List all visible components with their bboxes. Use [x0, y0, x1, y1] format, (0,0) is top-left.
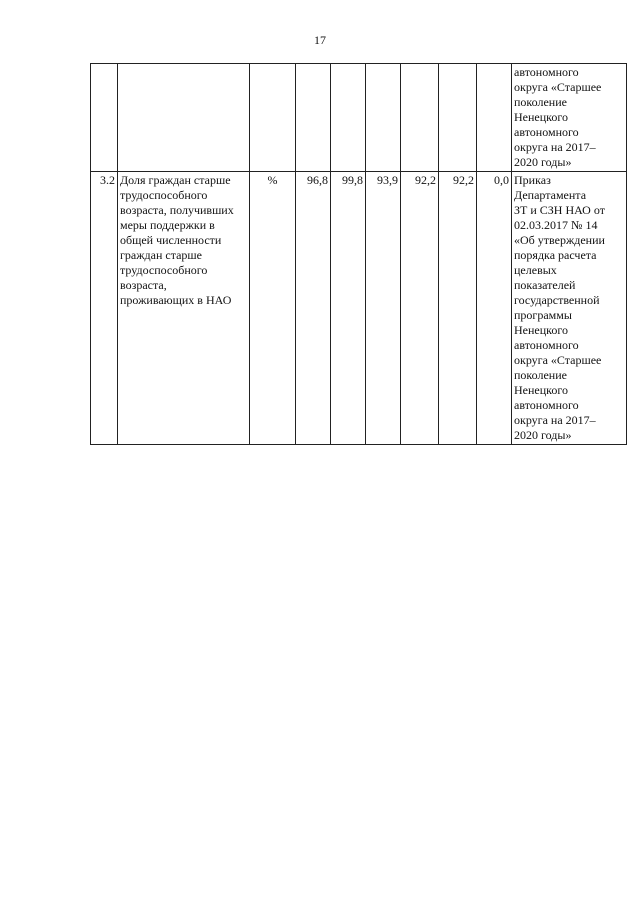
- source-line: 02.03.2017 № 14: [514, 218, 598, 232]
- cell-value-6: 0,0: [477, 172, 512, 445]
- indicators-table: [90, 63, 627, 445]
- name-line: возраста, получивших: [120, 203, 234, 217]
- source-line: показателей: [514, 278, 576, 292]
- source-line: автономного: [514, 125, 579, 139]
- source-line: округа «Старшее: [514, 80, 602, 94]
- source-line: поколение: [514, 368, 567, 382]
- source-line: 2020 годы»: [514, 428, 572, 442]
- cell-unit: %: [250, 172, 296, 445]
- cell-value-2: 99,8: [331, 172, 366, 445]
- cell-value-6: [477, 64, 512, 172]
- table-row-continued: [91, 64, 627, 172]
- source-line: порядка расчета: [514, 248, 597, 262]
- cell-value-3: 93,9: [366, 172, 401, 445]
- source-line: Приказ: [514, 173, 551, 187]
- source-line: округа на 2017–: [514, 413, 596, 427]
- source-line: Ненецкого: [514, 383, 569, 397]
- cell-source-document: [512, 64, 627, 172]
- source-line: округа на 2017–: [514, 140, 596, 154]
- cell-value-5: 92,2: [439, 172, 477, 445]
- page-number: 17: [314, 33, 326, 47]
- source-line: «Об утверждении: [514, 233, 605, 247]
- source-line: Ненецкого: [514, 323, 569, 337]
- cell-unit: [250, 64, 296, 172]
- source-line: целевых: [514, 263, 557, 277]
- source-line: 2020 годы»: [514, 155, 572, 169]
- source-line: поколение: [514, 95, 567, 109]
- cell-indicator-name: [118, 172, 250, 445]
- name-line: Доля граждан старше: [120, 173, 231, 187]
- name-line: проживающих в НАО: [120, 293, 232, 307]
- source-line: автономного: [514, 398, 579, 412]
- source-line: государственной: [514, 293, 600, 307]
- cell-value-1: [296, 64, 331, 172]
- cell-indicator-name: [118, 64, 250, 172]
- cell-value-3: [366, 64, 401, 172]
- name-line: граждан старше: [120, 248, 203, 262]
- name-line: общей численности: [120, 233, 222, 247]
- table-row-3-2: [91, 172, 627, 445]
- name-line: меры поддержки в: [120, 218, 215, 232]
- source-line: округа «Старшее: [514, 353, 602, 367]
- cell-value-5: [439, 64, 477, 172]
- cell-value-4: 92,2: [401, 172, 439, 445]
- source-line: Ненецкого: [514, 110, 569, 124]
- cell-number: [91, 64, 118, 172]
- source-line: ЗТ и СЗН НАО от: [514, 203, 605, 217]
- source-line: автономного: [514, 65, 579, 79]
- source-line: Департамента: [514, 188, 587, 202]
- cell-number: 3.2: [91, 172, 118, 445]
- name-line: трудоспособного: [120, 188, 208, 202]
- cell-source-document: [512, 172, 627, 445]
- cell-value-4: [401, 64, 439, 172]
- source-line: программы: [514, 308, 572, 322]
- name-line: возраста,: [120, 278, 167, 292]
- cell-value-2: [331, 64, 366, 172]
- name-line: трудоспособного: [120, 263, 208, 277]
- cell-value-1: 96,8: [296, 172, 331, 445]
- source-line: автономного: [514, 338, 579, 352]
